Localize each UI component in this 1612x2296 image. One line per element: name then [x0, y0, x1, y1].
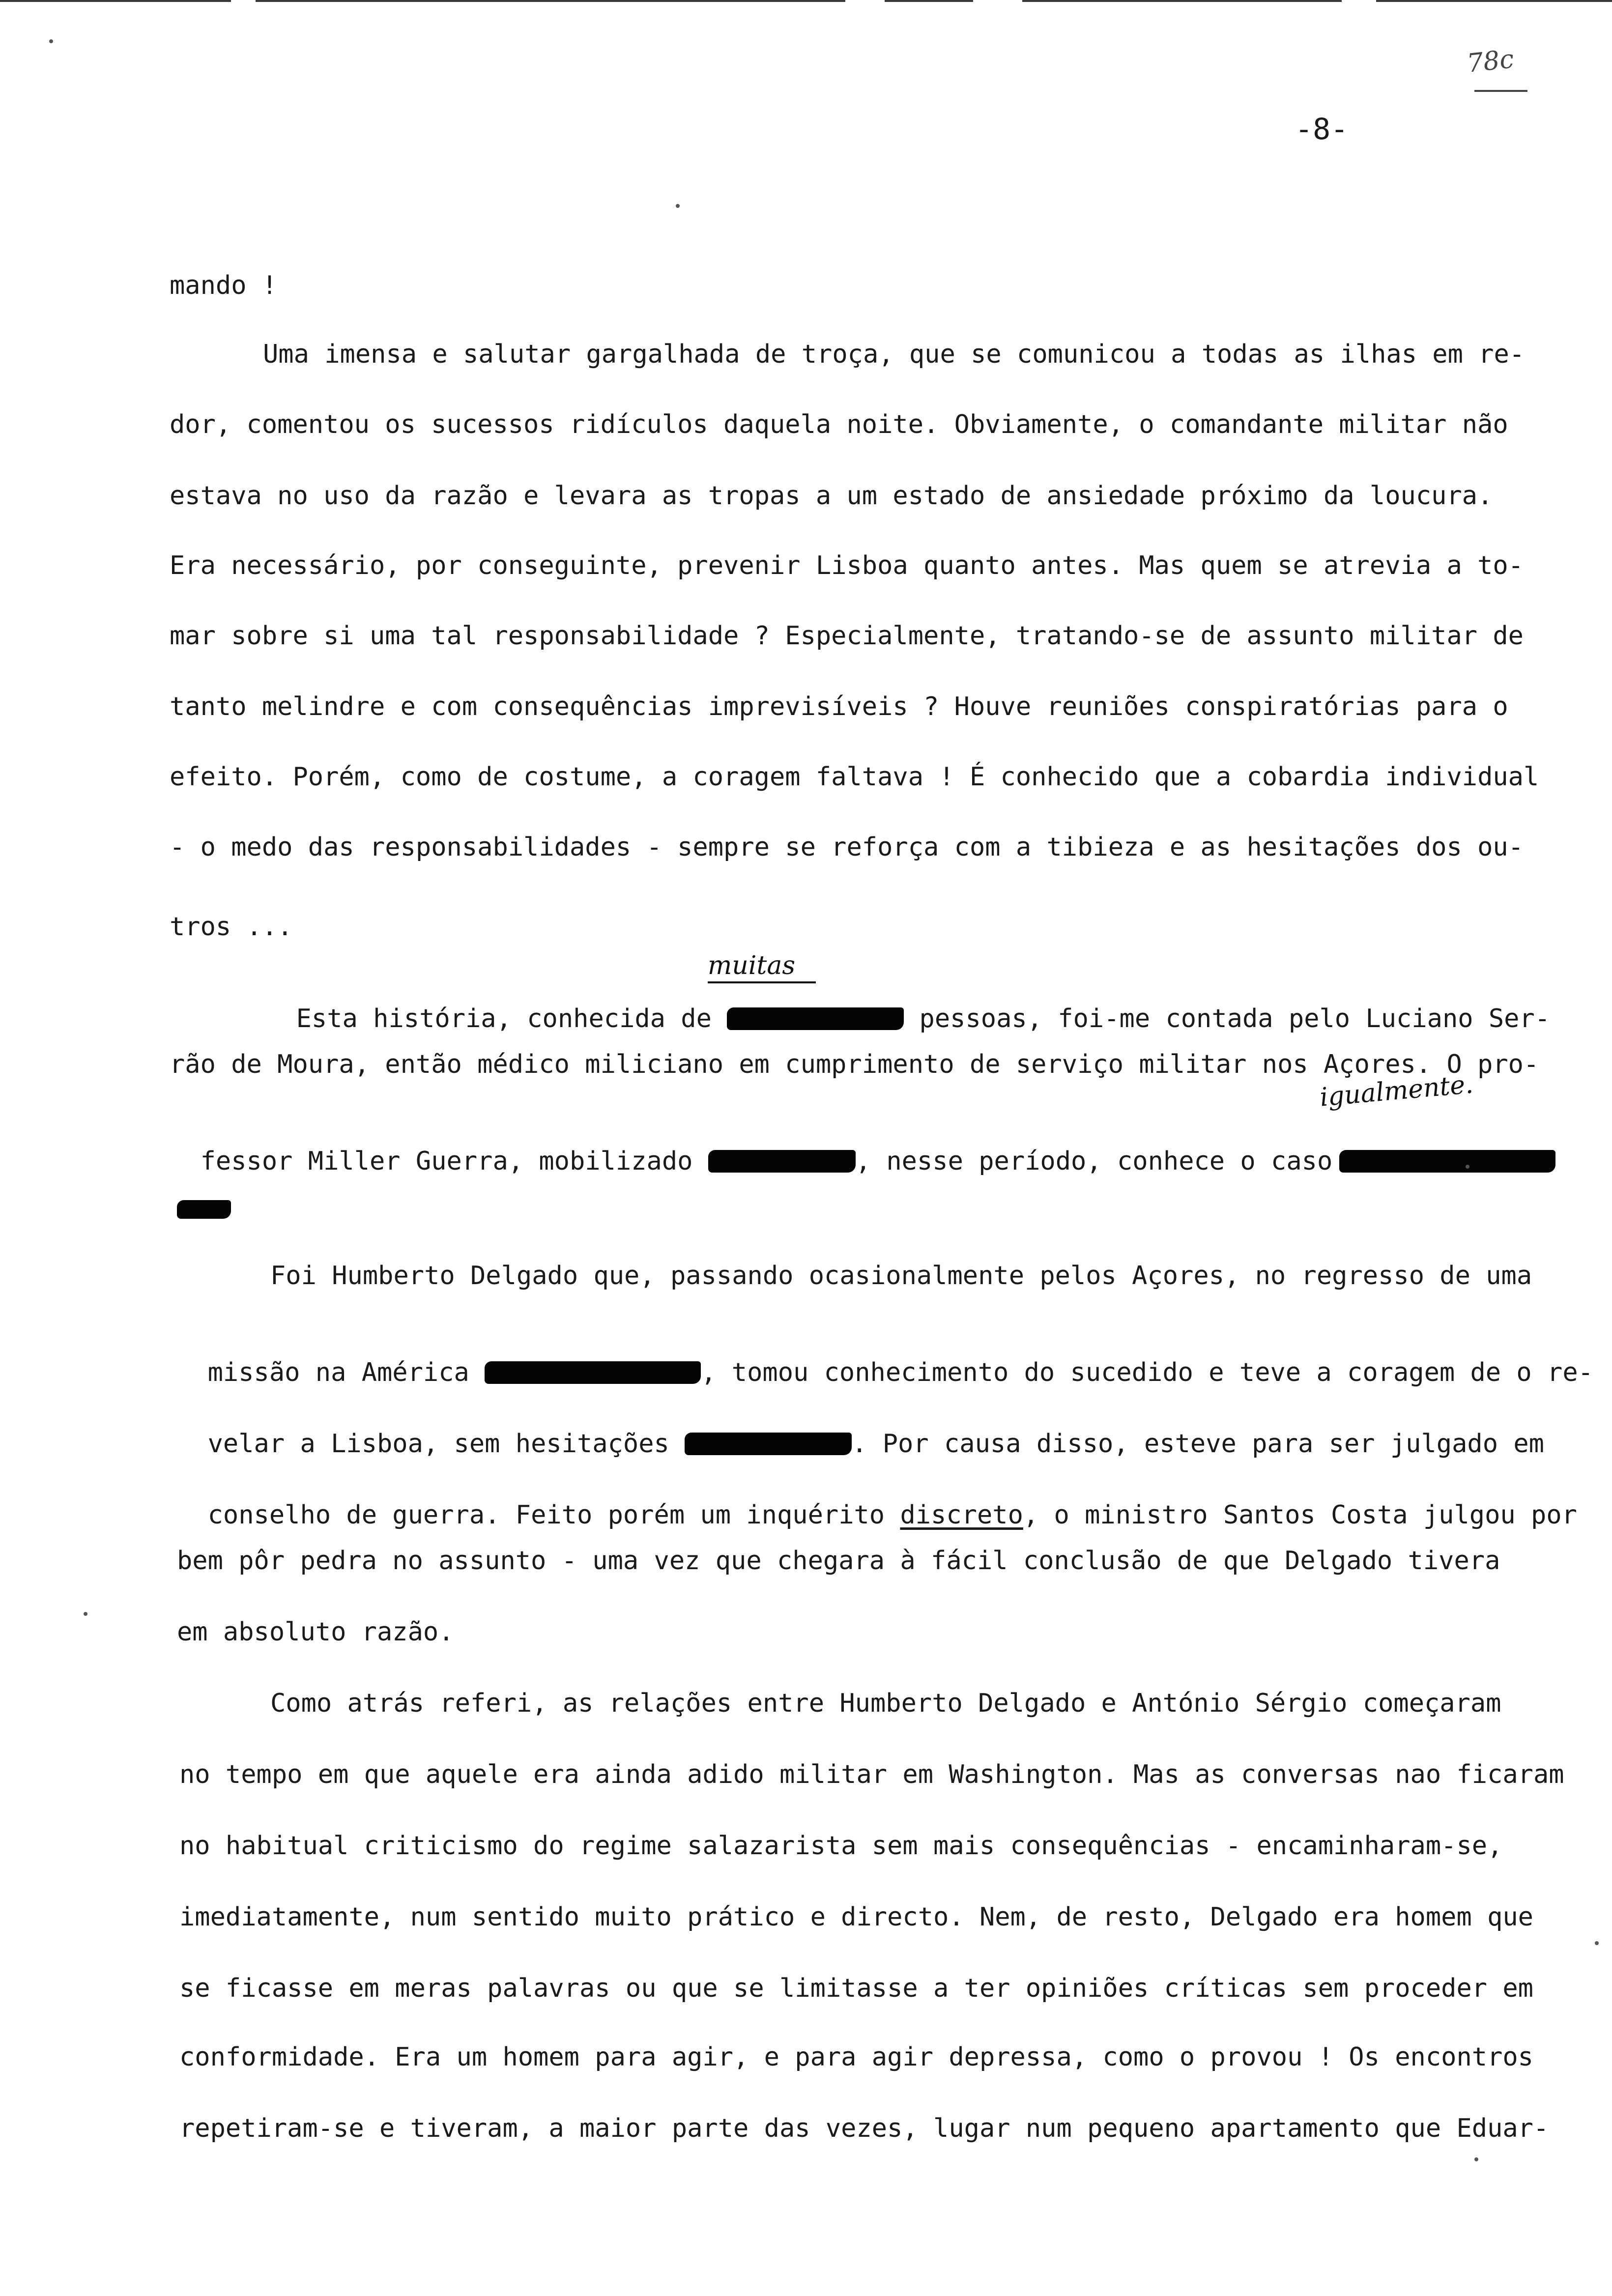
text-segment: , o ministro Santos Costa julgou por [1023, 1500, 1577, 1530]
page-number: -8- [1295, 112, 1349, 146]
text-line: Era necessário, por conseguinte, prevenir Lisboa quanto antes. Mas quem se atrevia a to- [170, 551, 1524, 580]
ink-speck [1466, 1165, 1469, 1169]
text-segment: fessor Miller Guerra, mobilizado [200, 1147, 693, 1176]
text-line: tros ... [170, 912, 293, 942]
text-line: Como atrás referi, as relações entre Humberto Delgado e António Sérgio começaram [270, 1689, 1501, 1718]
scan-edge-line [0, 0, 231, 2]
scan-edge-line [1376, 0, 1612, 2]
text-line: se ficasse em meras palavras ou que se limitasse a ter opiniões críticas sem proceder em [179, 1974, 1533, 2003]
redaction-bar [727, 1007, 904, 1030]
text-line: tanto melindre e com consequências imprevisíveis ? Houve reuniões conspiratórias para o [170, 692, 1508, 721]
text-line: no habitual criticismo do regime salazarista sem mais consequências - encaminharam-se, [179, 1831, 1503, 1861]
text-line: mar sobre si uma tal responsabilidade ? Especialmente, tratando-se de assunto militar de [170, 621, 1524, 651]
text-line: imediatamente, num sentido muito prático e directo. Nem, de resto, Delgado era homem que [179, 1902, 1533, 1932]
text-line: rão de Moura, então médico miliciano em cumprimento de serviço militar nos Açores. O pro- [170, 1050, 1539, 1079]
text-segment: , tomou conhecimento do sucedido e teve a coragem de o re- [701, 1358, 1593, 1387]
text-line: repetiram-se e tiveram, a maior parte das vezes, lugar num pequeno apartamento que Eduar- [179, 2114, 1549, 2143]
text-line: bem pôr pedra no assunto - uma vez que chegara à fácil conclusão de que Delgado tivera [177, 1546, 1500, 1576]
text-line: Foi Humberto Delgado que, passando ocasionalmente pelos Açores, no regresso de uma [270, 1261, 1532, 1291]
text-line: estava no uso da razão e levara as tropas a um estado de ansiedade próximo da loucura. [170, 481, 1493, 511]
text-line [177, 1406, 1612, 1457]
ink-speck [84, 1612, 87, 1616]
redaction-bar [1339, 1150, 1555, 1173]
text-line [265, 980, 1612, 1032]
redaction-bar [177, 1200, 231, 1219]
folio-underline [1474, 90, 1527, 92]
text-line: em absoluto razão. [177, 1617, 454, 1647]
text-line: efeito. Porém, como de costume, a coragem faltava ! É conhecido que a cobardia individual [170, 762, 1539, 792]
ink-speck [1595, 1941, 1599, 1945]
redaction-bar [485, 1361, 701, 1384]
text-line: mando ! [170, 271, 278, 300]
text-segment: missão na América [207, 1358, 469, 1387]
text-segment: , nesse período, conhece o caso [855, 1147, 1333, 1176]
text-segment: Esta história, conhecida de [296, 1004, 712, 1033]
folio-number: 78c [1466, 44, 1516, 79]
text-segment: . Por causa disso, esteve para ser julgado em [852, 1429, 1544, 1459]
underlined-word: discreto [900, 1500, 1023, 1530]
ink-speck [1474, 2157, 1478, 2161]
redaction-bar [685, 1433, 852, 1455]
text-line: Uma imensa e salutar gargalhada de troça, que se comunicou a todas as ilhas em re- [263, 340, 1525, 369]
scan-edge-line [256, 0, 845, 2]
text-line [177, 1477, 1612, 1528]
text-line: conformidade. Era um homem para agir, e para agir depressa, como o provou ! Os encontros [179, 2042, 1533, 2072]
text-segment: velar a Lisboa, sem hesitações [207, 1429, 669, 1459]
scan-edge-line [885, 0, 973, 2]
text-segment: conselho de guerra. Feito porém um inquérito [207, 1500, 885, 1530]
ink-speck [676, 204, 680, 208]
text-line: - o medo das responsabilidades - sempre se reforça com a tibieza e as hesitações dos ou- [170, 832, 1524, 862]
text-line [177, 1334, 1612, 1385]
text-line [170, 1123, 1612, 1174]
handwritten-insertion: muitas [708, 951, 796, 980]
text-segment: pessoas, foi-me contada pelo Luciano Ser- [919, 1004, 1551, 1033]
ink-speck [49, 39, 53, 43]
scan-edge-line [1022, 0, 1342, 2]
text-line: dor, comentou os sucessos ridículos daquela noite. Obviamente, o comandante militar não [170, 410, 1508, 439]
text-line: no tempo em que aquele era ainda adido militar em Washington. Mas as conversas nao ficaram [179, 1760, 1564, 1789]
redaction-bar [708, 1150, 856, 1173]
handwritten-underline [708, 981, 816, 983]
handwritten-insertion: igualmente. [1318, 1069, 1474, 1113]
